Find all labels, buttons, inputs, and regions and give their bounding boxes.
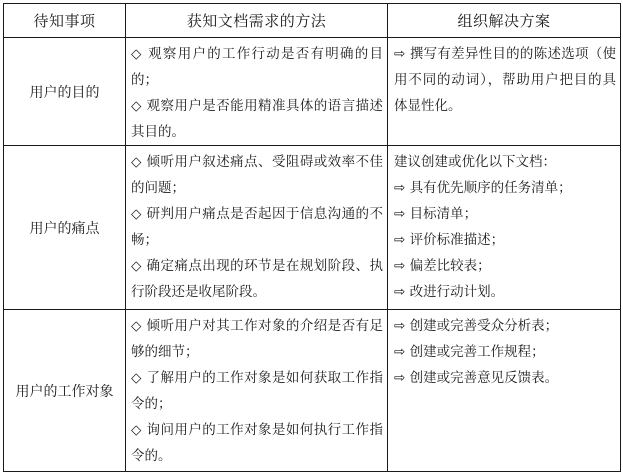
solution-item: ⇨ 创建或完善受众分析表； (394, 318, 559, 334)
solution-item: ⇨ 具有优先顺序的任务清单； (394, 180, 572, 196)
header-method: 获知文档需求的方法 (126, 4, 388, 38)
solution-item: ⇨ 偏差比较表； (394, 258, 491, 274)
row-item-pain-points: 用户的痛点 (4, 146, 126, 310)
table-row (4, 38, 621, 146)
header-known-item: 待知事项 (4, 4, 126, 38)
method-item: ◇ 倾听用户叙述痛点、受阻碍或效率不佳的问题； (131, 154, 383, 196)
solution-item: ⇨ 创建或完善意见反馈表。 (394, 370, 559, 386)
solution-intro: 建议创建或优化以下文档： (394, 154, 556, 170)
header-solution: 组织解决方案 (388, 4, 621, 38)
method-item: ◇ 了解用户的工作对象是如何获取工作指令的； (131, 370, 383, 412)
method-item: ◇ 观察用户的工作行动是否有明确的目的； (131, 46, 383, 88)
method-item: ◇ 询问用户的工作对象是如何执行工作指令的。 (131, 422, 383, 464)
solution-item: ⇨ 撰写有差异性目的的陈述选项（使用不同的动词），帮助用户把目的具体显性化。 (394, 46, 616, 114)
requirements-table (3, 3, 621, 472)
row-item-purpose: 用户的目的 (4, 38, 126, 146)
method-item: ◇ 观察用户是否能用精准具体的语言描述其目的。 (131, 98, 383, 140)
solution-item: ⇨ 改进行动计划。 (394, 284, 505, 300)
row-item-work-object: 用户的工作对象 (4, 310, 126, 472)
solutions-cell (388, 310, 621, 472)
method-item: ◇ 研判用户痛点是否起因于信息沟通的不畅； (131, 206, 383, 248)
solution-item: ⇨ 目标清单； (394, 206, 478, 222)
table-row (4, 310, 621, 472)
solution-item: ⇨ 评价标准描述； (394, 232, 505, 248)
methods-cell (126, 146, 388, 310)
method-item: ◇ 倾听用户对其工作对象的介绍是否有足够的细节； (131, 318, 383, 360)
method-item: ◇ 确定痛点出现的环节是在规划阶段、执行阶段还是收尾阶段。 (131, 258, 383, 300)
table-row (4, 146, 621, 310)
methods-cell (126, 310, 388, 472)
solution-item: ⇨ 创建或完善工作规程； (394, 344, 545, 360)
methods-cell (126, 38, 388, 146)
solutions-cell (388, 146, 621, 310)
header-row (4, 4, 621, 38)
solutions-cell (388, 38, 621, 146)
